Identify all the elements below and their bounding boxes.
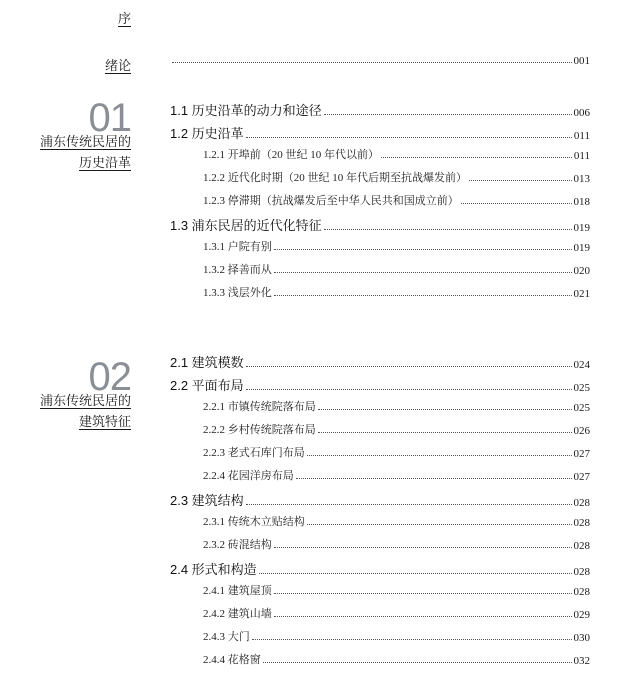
dot-leader [381,156,572,158]
dot-leader [246,365,572,367]
dot-leader [324,228,572,230]
entry-title: 2.2.4 花园洋房布局 [203,470,294,482]
page-number: 027 [573,448,590,460]
page-number: 006 [573,107,590,119]
entry-title: 2.2.3 老式石库门布局 [203,447,305,459]
dot-leader [469,179,572,181]
page-number: 001 [573,55,590,67]
dot-leader [259,572,572,574]
page-number: 019 [573,222,590,234]
page-number: 020 [573,265,590,277]
chapter-title-line: 浦东传统民居的 [39,134,131,149]
entry-title: 1.2.1 开埠前（20 世纪 10 年代以前） [203,149,379,161]
preface-label: 序 [117,11,131,26]
dot-leader [324,113,572,115]
toc-subsection-entry[interactable] [170,513,590,529]
page-number: 013 [573,173,590,185]
page-number: 028 [573,566,590,578]
page-number: 025 [573,402,590,414]
dot-leader [318,408,572,410]
intro-heading[interactable] [105,55,131,76]
page-number: 019 [573,242,590,254]
page-number: 032 [573,655,590,667]
chapter-title-line: 历史沿革 [78,155,131,170]
entry-title: 2.3.1 传统木立贴结构 [203,516,305,528]
entry-title: 2.4.4 花格窗 [203,654,261,666]
entry-title: 1.3 浦东民居的近代化特征 [170,218,322,233]
page-number: 025 [573,382,590,394]
entry-title: 1.3.2 择善而从 [203,264,272,276]
dot-leader [274,615,572,617]
chapter-title-line: 建筑特征 [78,414,131,429]
preface-heading[interactable] [118,8,131,29]
dot-leader [461,202,572,204]
entry-title: 2.3.2 砖混结构 [203,539,272,551]
chapter-number-01: 01 [88,96,131,140]
toc-section-entry[interactable] [170,375,590,394]
toc-subsection-entry[interactable] [170,192,590,208]
toc-subsection-entry[interactable] [170,398,590,414]
entry-title: 2.2.2 乡村传统院落布局 [203,424,316,436]
entry-title: 1.1 历史沿革的动力和途径 [170,103,322,118]
entry-title: 2.1 建筑模数 [170,355,244,370]
page-number: 028 [573,497,590,509]
toc-subsection-entry[interactable] [170,421,590,437]
chapter-title-01[interactable] [40,131,131,173]
chapter-number-02: 02 [88,355,131,399]
page-number: 021 [573,288,590,300]
entry-title: 2.2.1 市镇传统院落布局 [203,401,316,413]
dot-leader [274,294,572,296]
toc-subsection-entry[interactable] [170,261,590,277]
toc-subsection-entry[interactable] [170,536,590,552]
toc-section-entry[interactable] [170,490,590,509]
page-number: 028 [573,540,590,552]
entry-title: 1.2.3 停滞期（抗战爆发后至中华人民共和国成立前） [203,195,459,207]
page-number: 030 [573,632,590,644]
intro-label: 绪论 [104,58,131,73]
toc-section-entry[interactable] [170,352,590,371]
toc-subsection-entry[interactable] [170,628,590,644]
toc-subsection-entry[interactable] [170,146,590,162]
toc-section-entry[interactable] [170,123,590,142]
dot-leader [274,592,572,594]
dot-leader [246,388,572,390]
toc-section-entry[interactable] [170,559,590,578]
dot-leader [274,248,572,250]
toc-subsection-entry[interactable] [170,284,590,300]
entry-title: 1.2 历史沿革 [170,126,244,141]
entry-title: 2.4.3 大门 [203,631,250,643]
page-number: 026 [573,425,590,437]
toc-subsection-entry[interactable] [170,467,590,483]
toc-subsection-entry[interactable] [170,651,590,667]
toc-entry-intro[interactable] [170,55,590,67]
dot-leader [274,546,572,548]
entry-title: 1.2.2 近代化时期（20 世纪 10 年代后期至抗战爆发前） [203,172,467,184]
dot-leader [296,477,572,479]
toc-subsection-entry[interactable] [170,444,590,460]
page-number: 011 [573,130,590,142]
entry-title: 2.3 建筑结构 [170,493,244,508]
dot-leader [246,136,572,138]
page-number: 028 [573,517,590,529]
dot-leader [246,503,572,505]
chapter-title-line: 浦东传统民居的 [39,393,131,408]
entry-title: 1.3.3 浅层外化 [203,287,272,299]
toc-subsection-entry[interactable] [170,169,590,185]
entry-title: 2.4.2 建筑山墙 [203,608,272,620]
page-number: 011 [573,150,590,162]
dot-leader [252,638,572,640]
chapter-title-02[interactable] [40,390,131,432]
dot-leader [307,523,572,525]
page-number: 027 [573,471,590,483]
entry-title: 2.4.1 建筑屋顶 [203,585,272,597]
page-number: 028 [573,586,590,598]
toc-subsection-entry[interactable] [170,605,590,621]
dot-leader [307,454,572,456]
toc-section-entry[interactable] [170,100,590,119]
page-number: 029 [573,609,590,621]
toc-subsection-entry[interactable] [170,582,590,598]
toc-subsection-entry[interactable] [170,238,590,254]
entry-title: 2.2 平面布局 [170,378,244,393]
page-number: 024 [573,359,590,371]
entry-title: 1.3.1 户院有别 [203,241,272,253]
dot-leader [263,661,572,663]
toc-section-entry[interactable] [170,215,590,234]
dot-leader [172,61,572,63]
dot-leader [274,271,572,273]
page-number: 018 [573,196,590,208]
entry-title: 2.4 形式和构造 [170,562,257,577]
dot-leader [318,431,572,433]
